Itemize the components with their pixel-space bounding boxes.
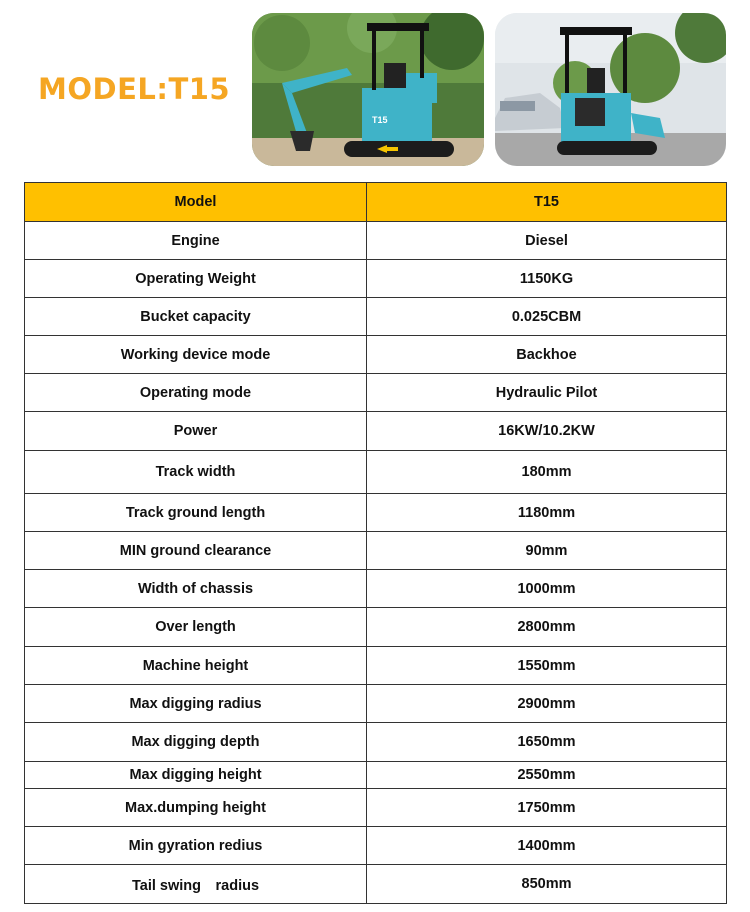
spec-value-cell: 16KW/10.2KW bbox=[367, 412, 727, 451]
excavator-rear-photo bbox=[495, 13, 726, 166]
spec-label-cell: Machine height bbox=[25, 647, 367, 685]
spec-value-cell: 850mm bbox=[367, 865, 727, 904]
header-label-cell: Model bbox=[25, 183, 367, 222]
table-row bbox=[25, 532, 727, 570]
spec-label-cell: Track width bbox=[25, 451, 367, 494]
spec-label-cell: Track ground length bbox=[25, 494, 367, 532]
spec-label-cell: Min gyration redius bbox=[25, 827, 367, 865]
table-row bbox=[25, 865, 727, 904]
page-title: MODEL:T15 bbox=[38, 72, 231, 106]
spec-value-cell: 0.025CBM bbox=[367, 298, 727, 336]
table-row bbox=[25, 222, 727, 260]
spec-value-cell: 1180mm bbox=[367, 494, 727, 532]
spec-table bbox=[24, 182, 727, 904]
table-row bbox=[25, 298, 727, 336]
spec-value-cell: 1400mm bbox=[367, 827, 727, 865]
spec-label-cell: Bucket capacity bbox=[25, 298, 367, 336]
table-row bbox=[25, 451, 727, 494]
table-row bbox=[25, 723, 727, 762]
spec-value-cell: 1550mm bbox=[367, 647, 727, 685]
spec-value-cell: 1150KG bbox=[367, 260, 727, 298]
table-row bbox=[25, 608, 727, 647]
spec-value-cell: 2550mm bbox=[367, 762, 727, 789]
spec-label-cell: Tail swing radius bbox=[25, 865, 367, 904]
table-row bbox=[25, 374, 727, 412]
spec-value-cell: Diesel bbox=[367, 222, 727, 260]
spec-value-cell: 2900mm bbox=[367, 685, 727, 723]
spec-label-cell: Max.dumping height bbox=[25, 789, 367, 827]
spec-label-cell: MIN ground clearance bbox=[25, 532, 367, 570]
spec-value-cell: 1750mm bbox=[367, 789, 727, 827]
excavator-front-photo bbox=[252, 13, 484, 166]
machine-badge: T15 bbox=[372, 115, 388, 125]
table-row bbox=[25, 570, 727, 608]
table-row bbox=[25, 789, 727, 827]
spec-value-cell: Backhoe bbox=[367, 336, 727, 374]
table-row bbox=[25, 827, 727, 865]
spec-value-cell: 1000mm bbox=[367, 570, 727, 608]
table-row bbox=[25, 412, 727, 451]
spec-label-cell: Width of chassis bbox=[25, 570, 367, 608]
table-row bbox=[25, 260, 727, 298]
spec-label-cell: Operating Weight bbox=[25, 260, 367, 298]
spec-value-cell: 1650mm bbox=[367, 723, 727, 762]
table-row bbox=[25, 647, 727, 685]
spec-value-cell: 180mm bbox=[367, 451, 727, 494]
spec-label-cell: Operating mode bbox=[25, 374, 367, 412]
table-row bbox=[25, 762, 727, 789]
spec-value-cell: Hydraulic Pilot bbox=[367, 374, 727, 412]
spec-value-cell: 2800mm bbox=[367, 608, 727, 647]
spec-label-cell: Over length bbox=[25, 608, 367, 647]
spec-label-cell: Max digging height bbox=[25, 762, 367, 789]
spec-label-cell: Engine bbox=[25, 222, 367, 260]
spec-label-cell: Max digging depth bbox=[25, 723, 367, 762]
header-value-cell: T15 bbox=[367, 183, 727, 222]
table-header-row bbox=[25, 183, 727, 222]
table-row bbox=[25, 336, 727, 374]
spec-value-cell: 90mm bbox=[367, 532, 727, 570]
spec-label-cell: Working device mode bbox=[25, 336, 367, 374]
spec-label-cell: Power bbox=[25, 412, 367, 451]
table-row bbox=[25, 494, 727, 532]
spec-label-cell: Max digging radius bbox=[25, 685, 367, 723]
table-row bbox=[25, 685, 727, 723]
